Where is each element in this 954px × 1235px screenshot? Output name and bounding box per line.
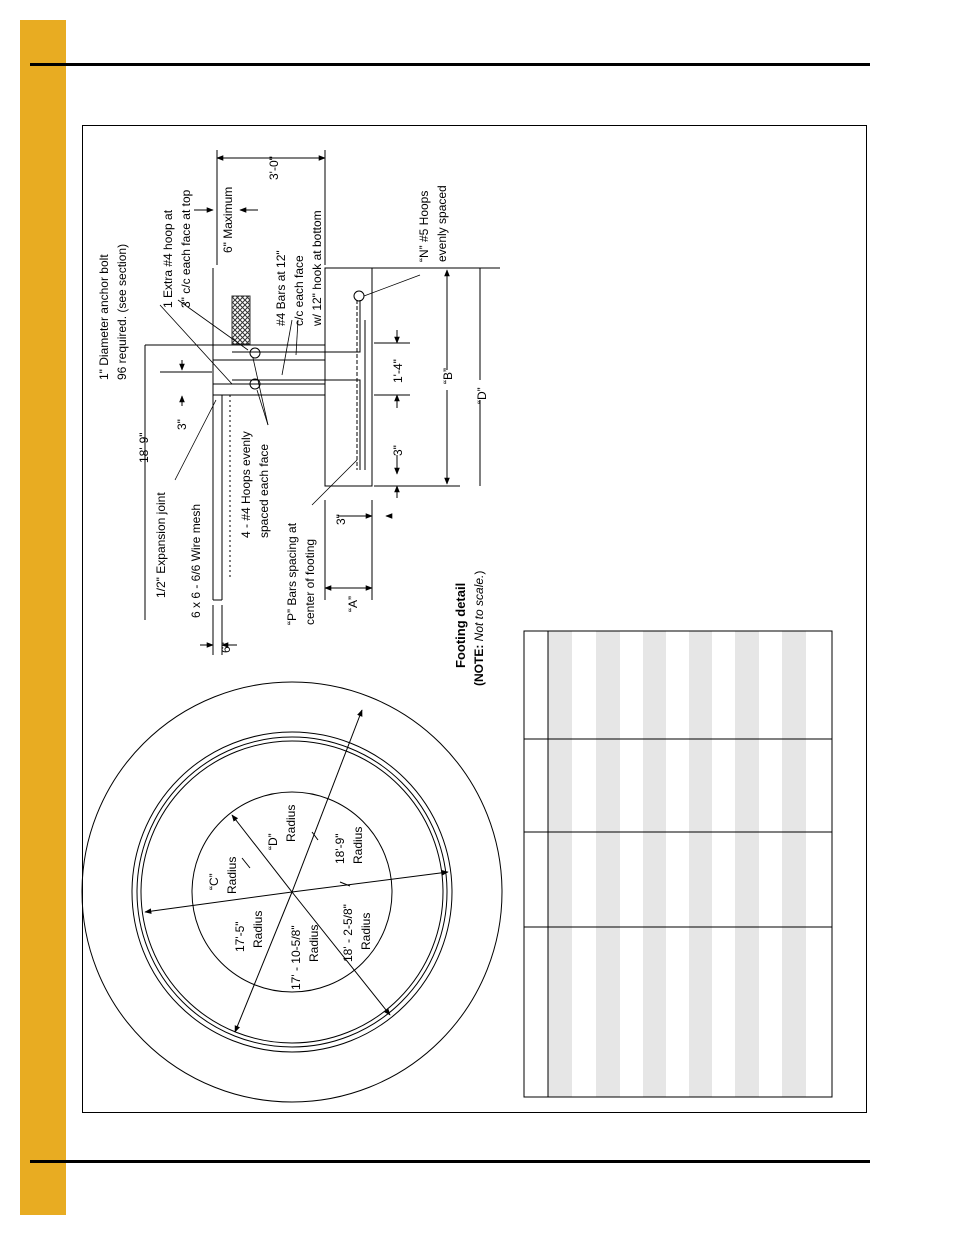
table-band: [596, 631, 620, 1097]
hoops-4-line2: spaced each face: [257, 443, 271, 538]
svg-text:17'-5" Radius: [233, 911, 265, 952]
dim-1-4: 1'-4": [391, 359, 405, 383]
anchor-bolt-line1: 1" Diameter anchor bolt: [97, 254, 111, 380]
bars-12-line3: w/ 12" hook at bottom: [310, 210, 324, 326]
extra-hoop-line1: 1 Extra #4 hoop at: [161, 209, 175, 308]
svg-text:18' - 2-5/8" Radius: [341, 901, 373, 962]
p-bars-line2: center of footing: [303, 538, 317, 625]
n-hoops-line2: evenly spaced: [435, 185, 449, 262]
svg-text:“N” #5 Hoops evenly spac: [417, 185, 449, 262]
footing-labels: [97, 156, 489, 686]
table-band: [548, 631, 572, 1097]
dim-18-9: 18'-9": [137, 432, 151, 463]
hoops-4-line1: 4 - #4 Hoops evenly: [239, 431, 253, 538]
n-hoops-line1: “N” #5 Hoops: [417, 190, 431, 262]
svg-text:#4 Bars at 12" c/c each: [274, 210, 324, 327]
dim-6: 6": [219, 642, 233, 653]
bars-12-line2: c/c each face: [292, 255, 306, 326]
svg-text:1" Diameter anchor bolt: [97, 244, 129, 380]
svg-text:“C” Radius: [207, 857, 239, 894]
table-band: [782, 631, 806, 1097]
svg-text:“P” Bars spacing at cent: [285, 520, 317, 625]
r-17-10-line1: 17' - 10-5/8": [289, 925, 303, 990]
table-band: [735, 631, 759, 1097]
dim-A: “A”: [346, 596, 360, 612]
dim-D: “D”: [475, 387, 489, 404]
extra-hoop-line2: 3" c/c each face at top: [179, 189, 193, 308]
r-17-5-line2: Radius: [251, 910, 265, 948]
svg-text:4 - #4 Hoops evenly spac: [239, 428, 271, 538]
dim-3-0: 3'-0": [267, 156, 281, 180]
d-radius-line1: “D”: [266, 833, 280, 850]
r-18-2-line2: Radius: [359, 912, 373, 950]
footing-detail-title: Footing detail: [453, 582, 468, 668]
r-18-2-line1: 18' - 2-5/8": [341, 904, 355, 962]
anchor-bolt-line2: 96 required. (see section): [115, 243, 129, 380]
leader-lines: [160, 275, 420, 505]
radius-18-9-line: [292, 872, 448, 892]
r-17-10-line2: Radius: [307, 924, 321, 962]
radius-17-5-line: [145, 892, 292, 912]
r-18-9-line1: 18'-9": [333, 833, 347, 864]
not-to-scale-note: (NOTE: Not to scale.): [472, 570, 486, 686]
radius-c-line: [232, 815, 292, 892]
svg-text:“D” Radius: [266, 805, 298, 850]
bars-12-line1: #4 Bars at 12": [274, 250, 288, 326]
table-band: [689, 631, 712, 1097]
wire-mesh-label: 6 x 6 - 6/6 Wire mesh: [189, 503, 203, 618]
dim-3-a: 3": [175, 419, 189, 430]
r-17-5-line1: 17'-5": [233, 921, 247, 952]
dim-B: “B”: [441, 368, 455, 384]
c-radius-line1: “C”: [207, 873, 221, 890]
p-bars-line1: “P” Bars spacing at: [285, 522, 299, 625]
svg-text:18'-9" Radius: [333, 827, 365, 864]
d-radius-line2: Radius: [284, 804, 298, 842]
r-18-9-line2: Radius: [351, 826, 365, 864]
dim-3-c: 3": [334, 514, 348, 525]
max-6-label: 6" Maximum: [221, 186, 235, 253]
c-radius-line2: Radius: [225, 856, 239, 894]
dim-3-b: 3": [391, 445, 405, 456]
svg-text:17' - 10-5/8" Radius: [289, 922, 321, 990]
plan-view: [82, 682, 502, 1102]
svg-text:1 Extra #4 hoop at 3" c/: [161, 189, 193, 308]
dimension-table: [524, 631, 832, 1097]
table-band: [643, 631, 666, 1097]
expansion-joint-label: 1/2" Expansion joint: [154, 492, 168, 598]
